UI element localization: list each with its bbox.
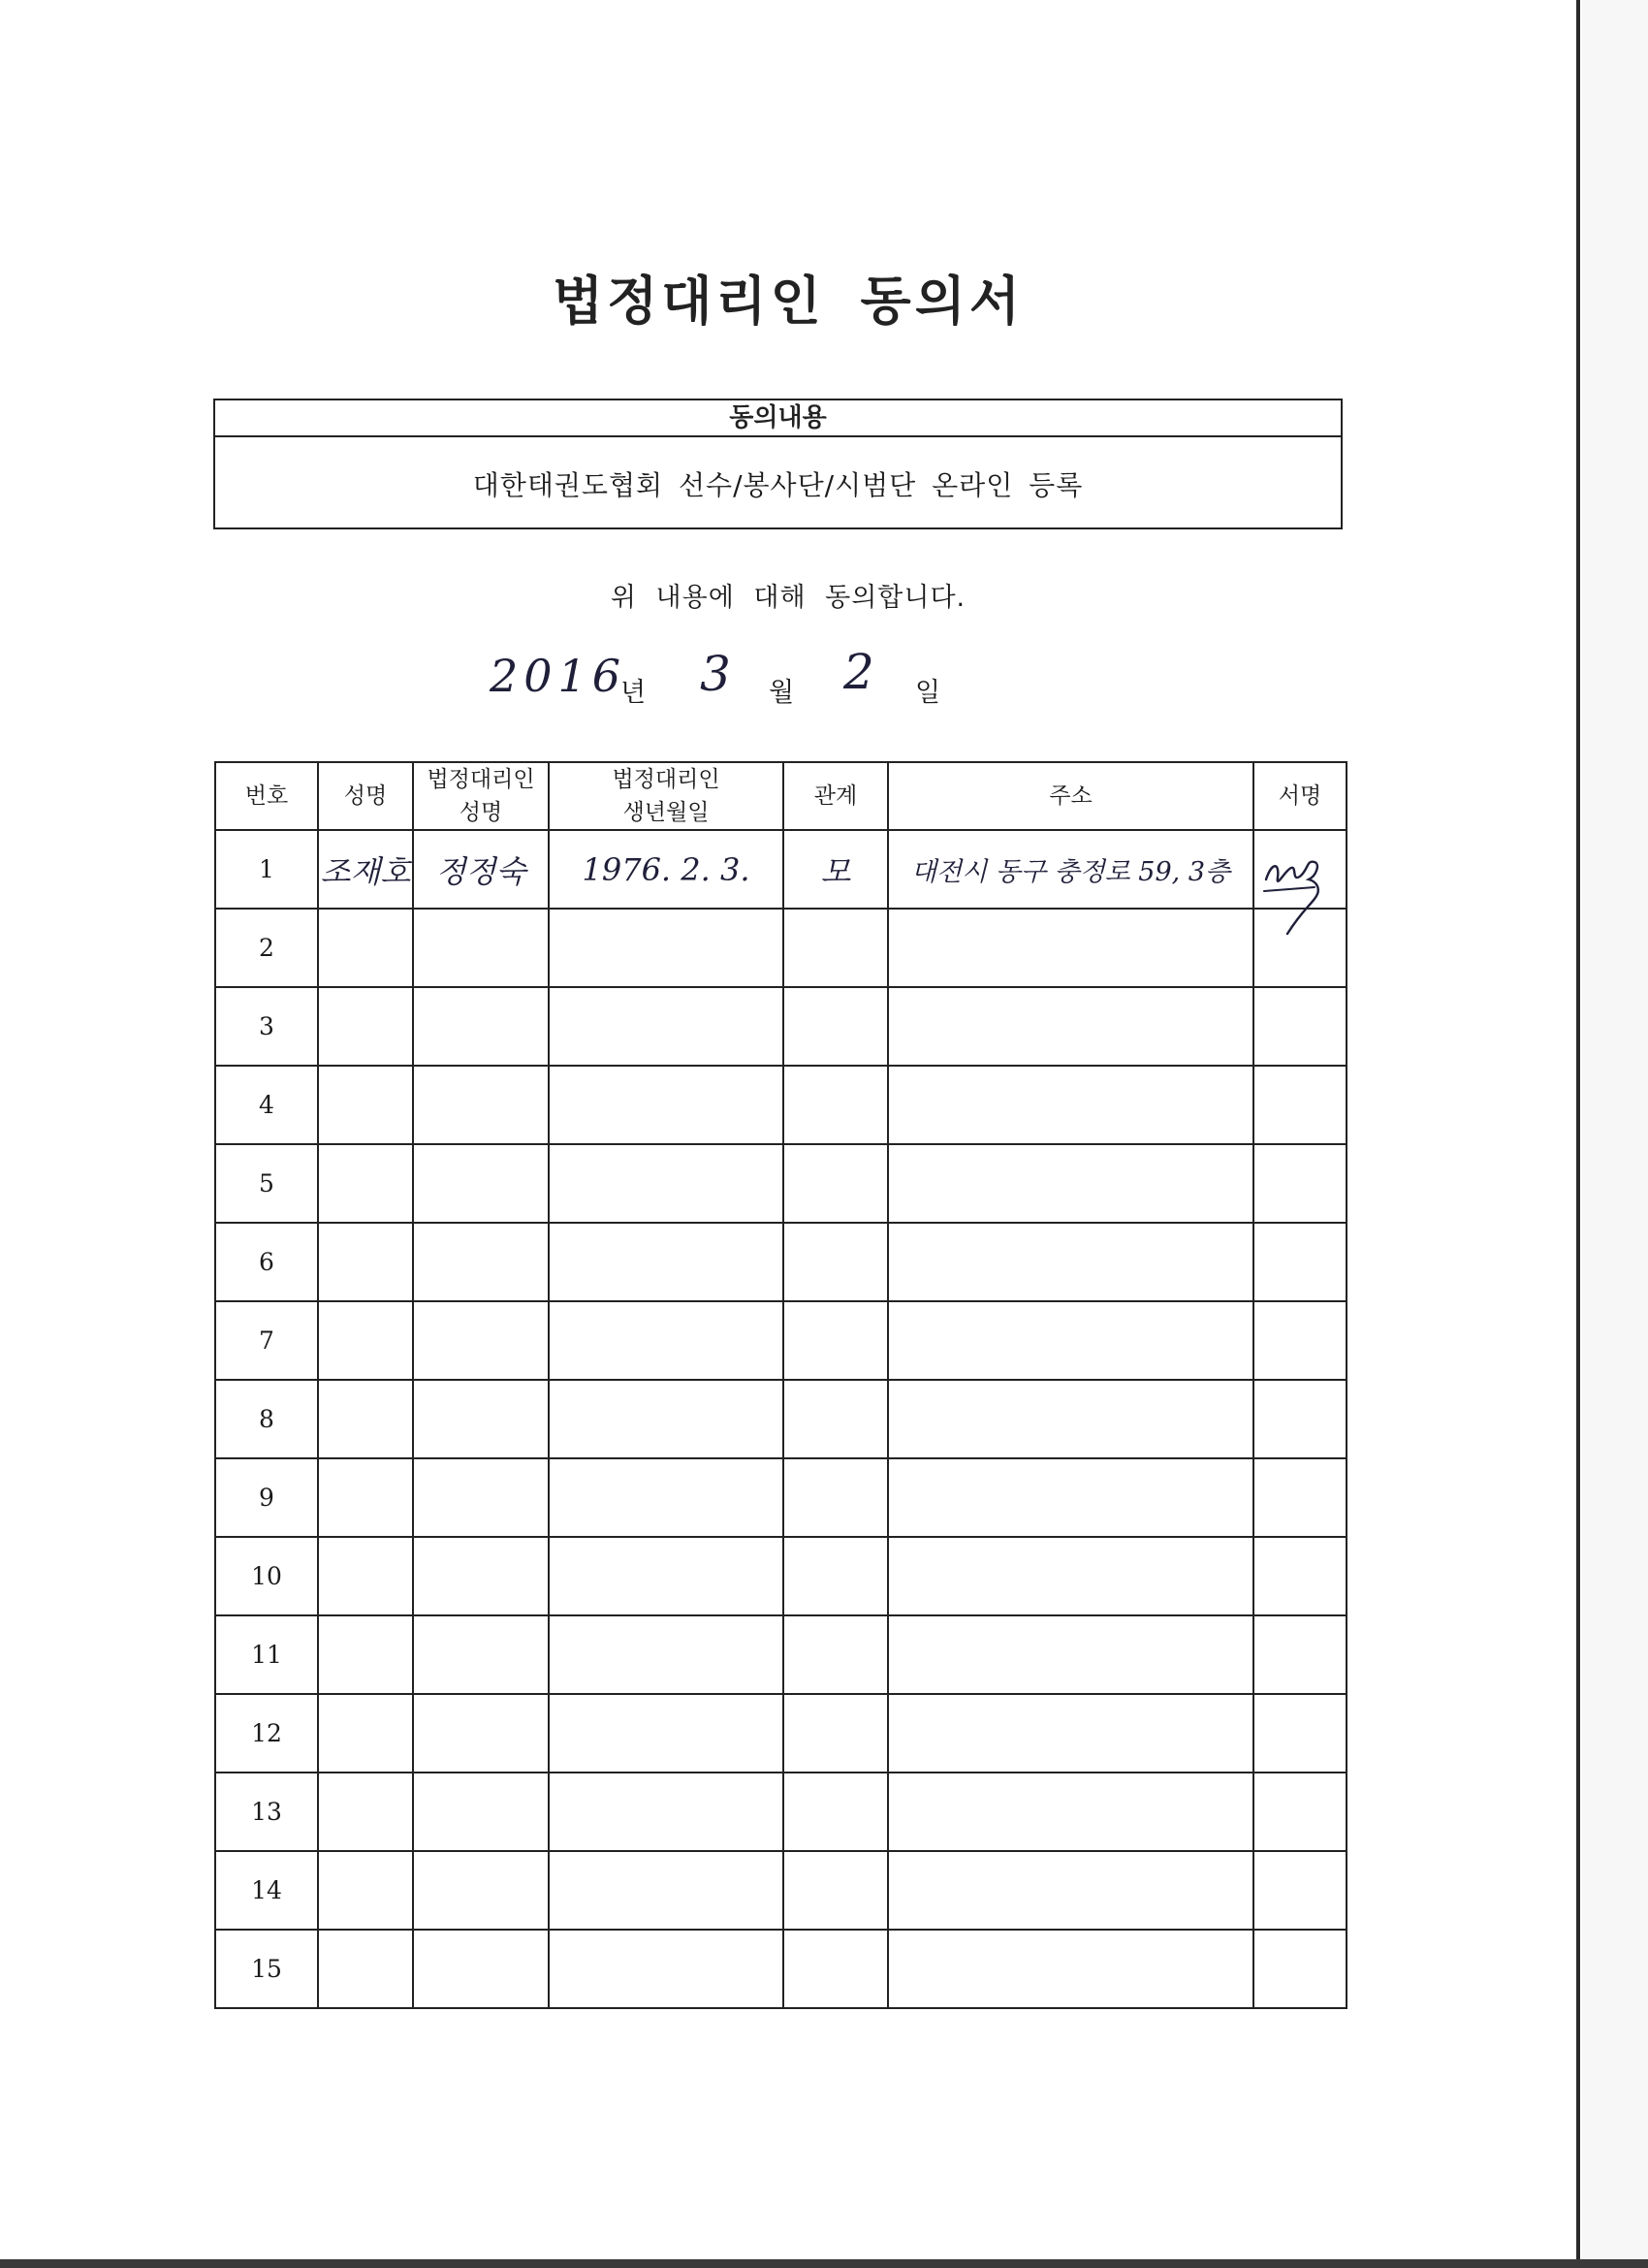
scan-page-edge: [1576, 0, 1580, 2268]
row-guardian-birth: [549, 1851, 783, 1930]
agreement-statement: 위 내용에 대해 동의합니다.: [610, 583, 967, 613]
row-relation: [783, 1223, 888, 1301]
row-guardian-birth: [549, 1144, 783, 1223]
row-guardian-birth: [549, 1223, 783, 1301]
row-guardian-birth: [549, 1615, 783, 1694]
row-name: [318, 1615, 413, 1694]
row-guardian-name: [413, 1066, 549, 1144]
header-guardian-name-line2: 성명: [459, 800, 503, 825]
consent-box: [213, 399, 1343, 529]
row-relation: [783, 909, 888, 987]
row-name: [318, 1773, 413, 1851]
row-number: 14: [215, 1851, 318, 1930]
row-signature: [1253, 1694, 1347, 1773]
scan-margin: [1582, 0, 1648, 2268]
table-row: [215, 1615, 1347, 1694]
header-no: 번호: [215, 762, 318, 830]
row-name: [318, 1066, 413, 1144]
row-number: 1: [215, 830, 318, 909]
row-signature: [1253, 1144, 1347, 1223]
row-address: [888, 1930, 1253, 2008]
date-day-label: 일: [915, 678, 941, 708]
row-name: 조재호: [318, 830, 413, 909]
row-number: 3: [215, 987, 318, 1066]
row-number: 13: [215, 1773, 318, 1851]
row-guardian-name: [413, 1223, 549, 1301]
row-address: [888, 1458, 1253, 1537]
row-address: [888, 1066, 1253, 1144]
row-guardian-birth: [549, 1694, 783, 1773]
row-guardian-name: 정정숙: [413, 830, 549, 909]
header-guardian-birth-line1: 법정대리인: [612, 767, 720, 792]
row-address: [888, 1537, 1253, 1615]
consent-heading: 동의내용: [215, 400, 1341, 437]
row-address: [888, 1301, 1253, 1380]
row-signature: [1253, 987, 1347, 1066]
row-guardian-name: [413, 1301, 549, 1380]
row-name: [318, 1851, 413, 1930]
row-relation: [783, 1301, 888, 1380]
row-name: [318, 1380, 413, 1458]
row-relation: [783, 1851, 888, 1930]
guardian-table: [214, 761, 1347, 2009]
row-guardian-name: [413, 1537, 549, 1615]
row-number: 5: [215, 1144, 318, 1223]
table-row: [215, 987, 1347, 1066]
row-signature: [1253, 1773, 1347, 1851]
table-row: [215, 1066, 1347, 1144]
row-relation: [783, 1615, 888, 1694]
row-name: [318, 1694, 413, 1773]
row-guardian-name: [413, 909, 549, 987]
row-name: [318, 1223, 413, 1301]
row-number: 15: [215, 1930, 318, 2008]
table-row: [215, 1301, 1347, 1380]
row-guardian-name: [413, 1694, 549, 1773]
row-address: [888, 987, 1253, 1066]
row-signature: [1253, 1223, 1347, 1301]
row-relation: [783, 1537, 888, 1615]
header-guardian-name: [413, 762, 549, 830]
row-guardian-birth: 1976. 2. 3.: [549, 830, 783, 909]
row-relation: 모: [783, 830, 888, 909]
date-year-label: 년: [620, 678, 647, 708]
row-name: [318, 909, 413, 987]
date-day-handwritten: 2: [843, 644, 874, 700]
row-number: 9: [215, 1458, 318, 1537]
row-guardian-name: [413, 1773, 549, 1851]
table-row: [215, 909, 1347, 987]
row-guardian-birth: [549, 1773, 783, 1851]
header-guardian-birth: [549, 762, 783, 830]
table-row: [215, 1380, 1347, 1458]
table-row: [215, 1773, 1347, 1851]
row-relation: [783, 1380, 888, 1458]
row-number: 4: [215, 1066, 318, 1144]
row-guardian-birth: [549, 1380, 783, 1458]
row-relation: [783, 1694, 888, 1773]
row-guardian-name: [413, 1144, 549, 1223]
row-guardian-birth: [549, 1066, 783, 1144]
row-signature: [1253, 1380, 1347, 1458]
row-address: [888, 1851, 1253, 1930]
table-row: [215, 1223, 1347, 1301]
row-relation: [783, 1458, 888, 1537]
row-guardian-birth: [549, 1301, 783, 1380]
row-name: [318, 1930, 413, 2008]
row-guardian-name: [413, 1380, 549, 1458]
row-signature: [1253, 1066, 1347, 1144]
row-address: [888, 909, 1253, 987]
row-number: 12: [215, 1694, 318, 1773]
row-guardian-name: [413, 1615, 549, 1694]
row-relation: [783, 1930, 888, 2008]
row-guardian-birth: [549, 987, 783, 1066]
date-year-handwritten: 2016: [490, 650, 627, 702]
row-signature: [1253, 1851, 1347, 1930]
table-row: [215, 1458, 1347, 1537]
row-relation: [783, 1144, 888, 1223]
row-signature: [1253, 909, 1347, 987]
row-name: [318, 1537, 413, 1615]
header-signature: 서명: [1253, 762, 1347, 830]
date-month-handwritten: 3: [700, 646, 731, 702]
row-address: [888, 1223, 1253, 1301]
row-name: [318, 1144, 413, 1223]
table-header-row: [215, 762, 1347, 830]
row-number: 7: [215, 1301, 318, 1380]
row-number: 10: [215, 1537, 318, 1615]
row-address: [888, 1380, 1253, 1458]
header-guardian-name-line1: 법정대리인: [427, 767, 535, 792]
consent-body: 대한태권도협회 선수/봉사단/시범단 온라인 등록: [472, 468, 1084, 501]
row-address: [888, 1615, 1253, 1694]
header-name: 성명: [318, 762, 413, 830]
header-address: 주소: [888, 762, 1253, 830]
row-guardian-name: [413, 987, 549, 1066]
header-guardian-birth-line2: 생년월일: [622, 800, 710, 825]
table-row: [215, 1851, 1347, 1930]
row-address: [888, 1144, 1253, 1223]
row-number: 8: [215, 1380, 318, 1458]
row-name: [318, 987, 413, 1066]
row-address: 대전시 동구 충정로 59, 3층: [888, 830, 1253, 909]
row-guardian-name: [413, 1458, 549, 1537]
row-guardian-birth: [549, 909, 783, 987]
table-row: [215, 1144, 1347, 1223]
scan-bottom-edge: [0, 2259, 1648, 2268]
row-number: 11: [215, 1615, 318, 1694]
date-line: [0, 644, 1576, 718]
row-guardian-name: [413, 1851, 549, 1930]
date-month-label: 월: [769, 678, 795, 708]
row-guardian-birth: [549, 1930, 783, 2008]
table-row: [215, 830, 1347, 909]
row-number: 2: [215, 909, 318, 987]
row-signature: [1253, 1537, 1347, 1615]
header-relation: 관계: [783, 762, 888, 830]
table-row: [215, 1694, 1347, 1773]
row-guardian-birth: [549, 1458, 783, 1537]
row-guardian-birth: [549, 1537, 783, 1615]
row-signature: [1253, 1301, 1347, 1380]
row-number: 6: [215, 1223, 318, 1301]
row-name: [318, 1301, 413, 1380]
row-signature: [1253, 830, 1347, 909]
row-name: [318, 1458, 413, 1537]
row-relation: [783, 987, 888, 1066]
table-row: [215, 1930, 1347, 2008]
row-signature: [1253, 1930, 1347, 2008]
row-relation: [783, 1773, 888, 1851]
row-guardian-name: [413, 1930, 549, 2008]
row-address: [888, 1773, 1253, 1851]
row-address: [888, 1694, 1253, 1773]
row-relation: [783, 1066, 888, 1144]
table-row: [215, 1537, 1347, 1615]
row-signature: [1253, 1458, 1347, 1537]
row-signature: [1253, 1615, 1347, 1694]
document-title: 법정대리인 동의서: [552, 271, 1025, 332]
